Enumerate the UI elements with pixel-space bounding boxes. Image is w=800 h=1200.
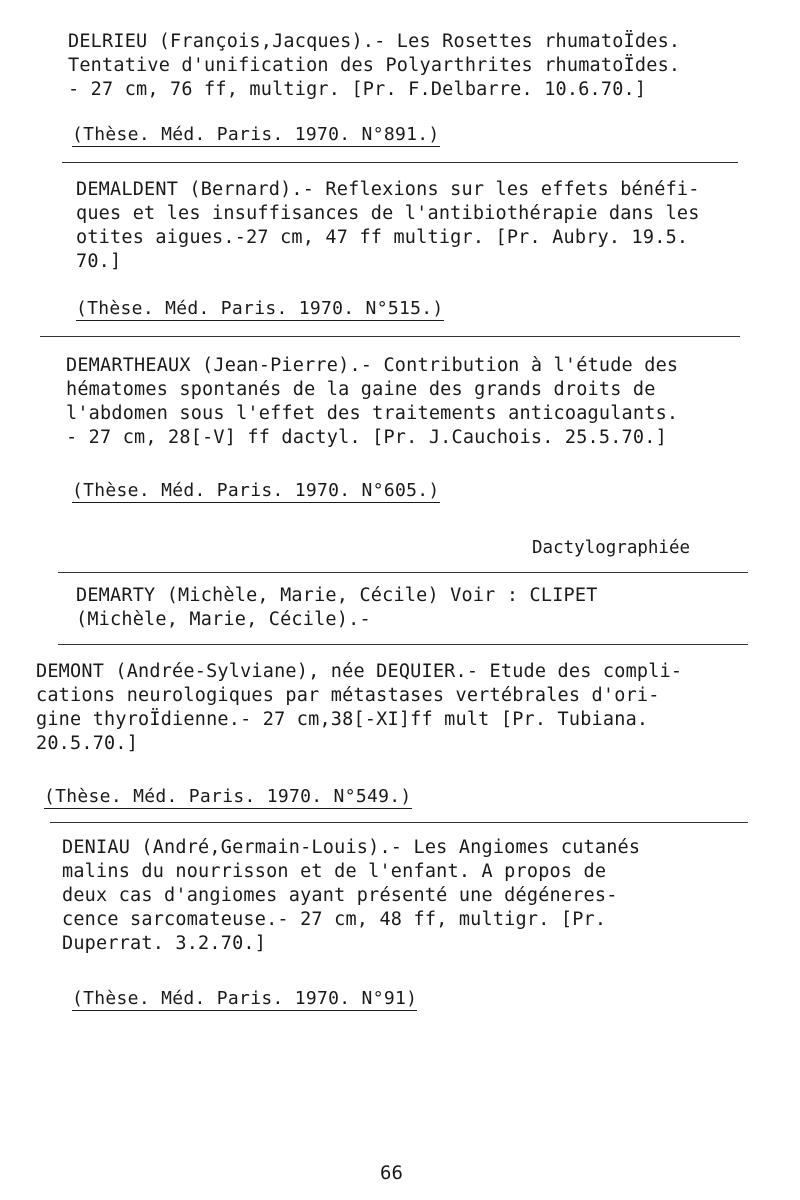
entry-line: l'abdomen sous l'effet des traitements anticoagulants. <box>66 403 679 424</box>
entry-line: otites aigues.-27 cm, 47 ff multigr. [Pr. Aubry. 19.5. <box>76 227 689 248</box>
catalog-entry-demaldent <box>76 178 766 274</box>
entry-line: cations neurologiques par métastases vertébrales d'ori- <box>36 685 660 706</box>
entry-line: DENIAU (André,Germain-Louis).- Les Angiomes cutanés <box>62 837 641 858</box>
entry-line: DEMONT (Andrée-Sylviane), née DEQUIER.- Etude des compli- <box>36 661 683 682</box>
entry-line: (Michèle, Marie, Cécile).- <box>76 609 371 630</box>
catalog-entry-demartheaux <box>66 354 756 450</box>
these-reference: (Thèse. Méd. Paris. 1970. N°549.) <box>44 786 412 807</box>
entry-divider <box>40 336 740 337</box>
entry-line: Tentative d'unification des Polyarthrites rhumatoÏdes. <box>68 55 681 76</box>
these-reference: (Thèse. Méd. Paris. 1970. N°891.) <box>72 124 440 145</box>
these-reference: (Thèse. Méd. Paris. 1970. N°605.) <box>72 480 440 501</box>
entry-line: cence sarcomateuse.- 27 cm, 48 ff, multigr. [Pr. <box>62 909 607 930</box>
entry-line: DEMARTHEAUX (Jean-Pierre).- Contribution à l'étude des <box>66 355 679 376</box>
catalog-entry-delrieu <box>68 30 758 102</box>
entry-divider <box>62 162 738 163</box>
entry-divider <box>50 822 748 823</box>
these-reference: (Thèse. Méd. Paris. 1970. N°515.) <box>76 298 444 319</box>
entry-line: 20.5.70.] <box>36 733 139 754</box>
entry-line: deux cas d'angiomes ayant présenté une dégéneres- <box>62 885 618 906</box>
page-number: 66 <box>380 1162 403 1184</box>
entry-divider <box>58 644 748 645</box>
entry-line: malins du nourrisson et de l'enfant. A propos de <box>62 861 607 882</box>
catalog-entry-demont <box>36 660 756 756</box>
entry-line: DEMALDENT (Bernard).- Reflexions sur les effets bénéfi- <box>76 179 700 200</box>
entry-line: ques et les insuffisances de l'antibiothérapie dans les <box>76 203 700 224</box>
entry-line: gine thyroÏdienne.- 27 cm,38[-XI]ff mult [Pr. Tubiana. <box>36 709 649 730</box>
entry-line: DELRIEU (François,Jacques).- Les Rosettes rhumatoÏdes. <box>68 31 681 52</box>
entry-line: hématomes spontanés de la gaine des grands droits de <box>66 379 656 400</box>
entry-divider <box>58 572 748 573</box>
dactylographiee-note: Dactylographiée <box>532 538 691 558</box>
catalog-entry-demarty <box>76 584 766 632</box>
entry-line: 70.] <box>76 251 122 272</box>
entry-line: Duperrat. 3.2.70.] <box>62 933 267 954</box>
entry-line: - 27 cm, 28[-V] ff dactyl. [Pr. J.Cauchois. 25.5.70.] <box>66 427 667 448</box>
these-reference: (Thèse. Méd. Paris. 1970. N°91) <box>72 988 418 1009</box>
catalog-entry-deniau <box>62 836 752 956</box>
entry-line: DEMARTY (Michèle, Marie, Cécile) Voir : CLIPET <box>76 585 598 606</box>
entry-line: - 27 cm, 76 ff, multigr. [Pr. F.Delbarre. 10.6.70.] <box>68 79 647 100</box>
